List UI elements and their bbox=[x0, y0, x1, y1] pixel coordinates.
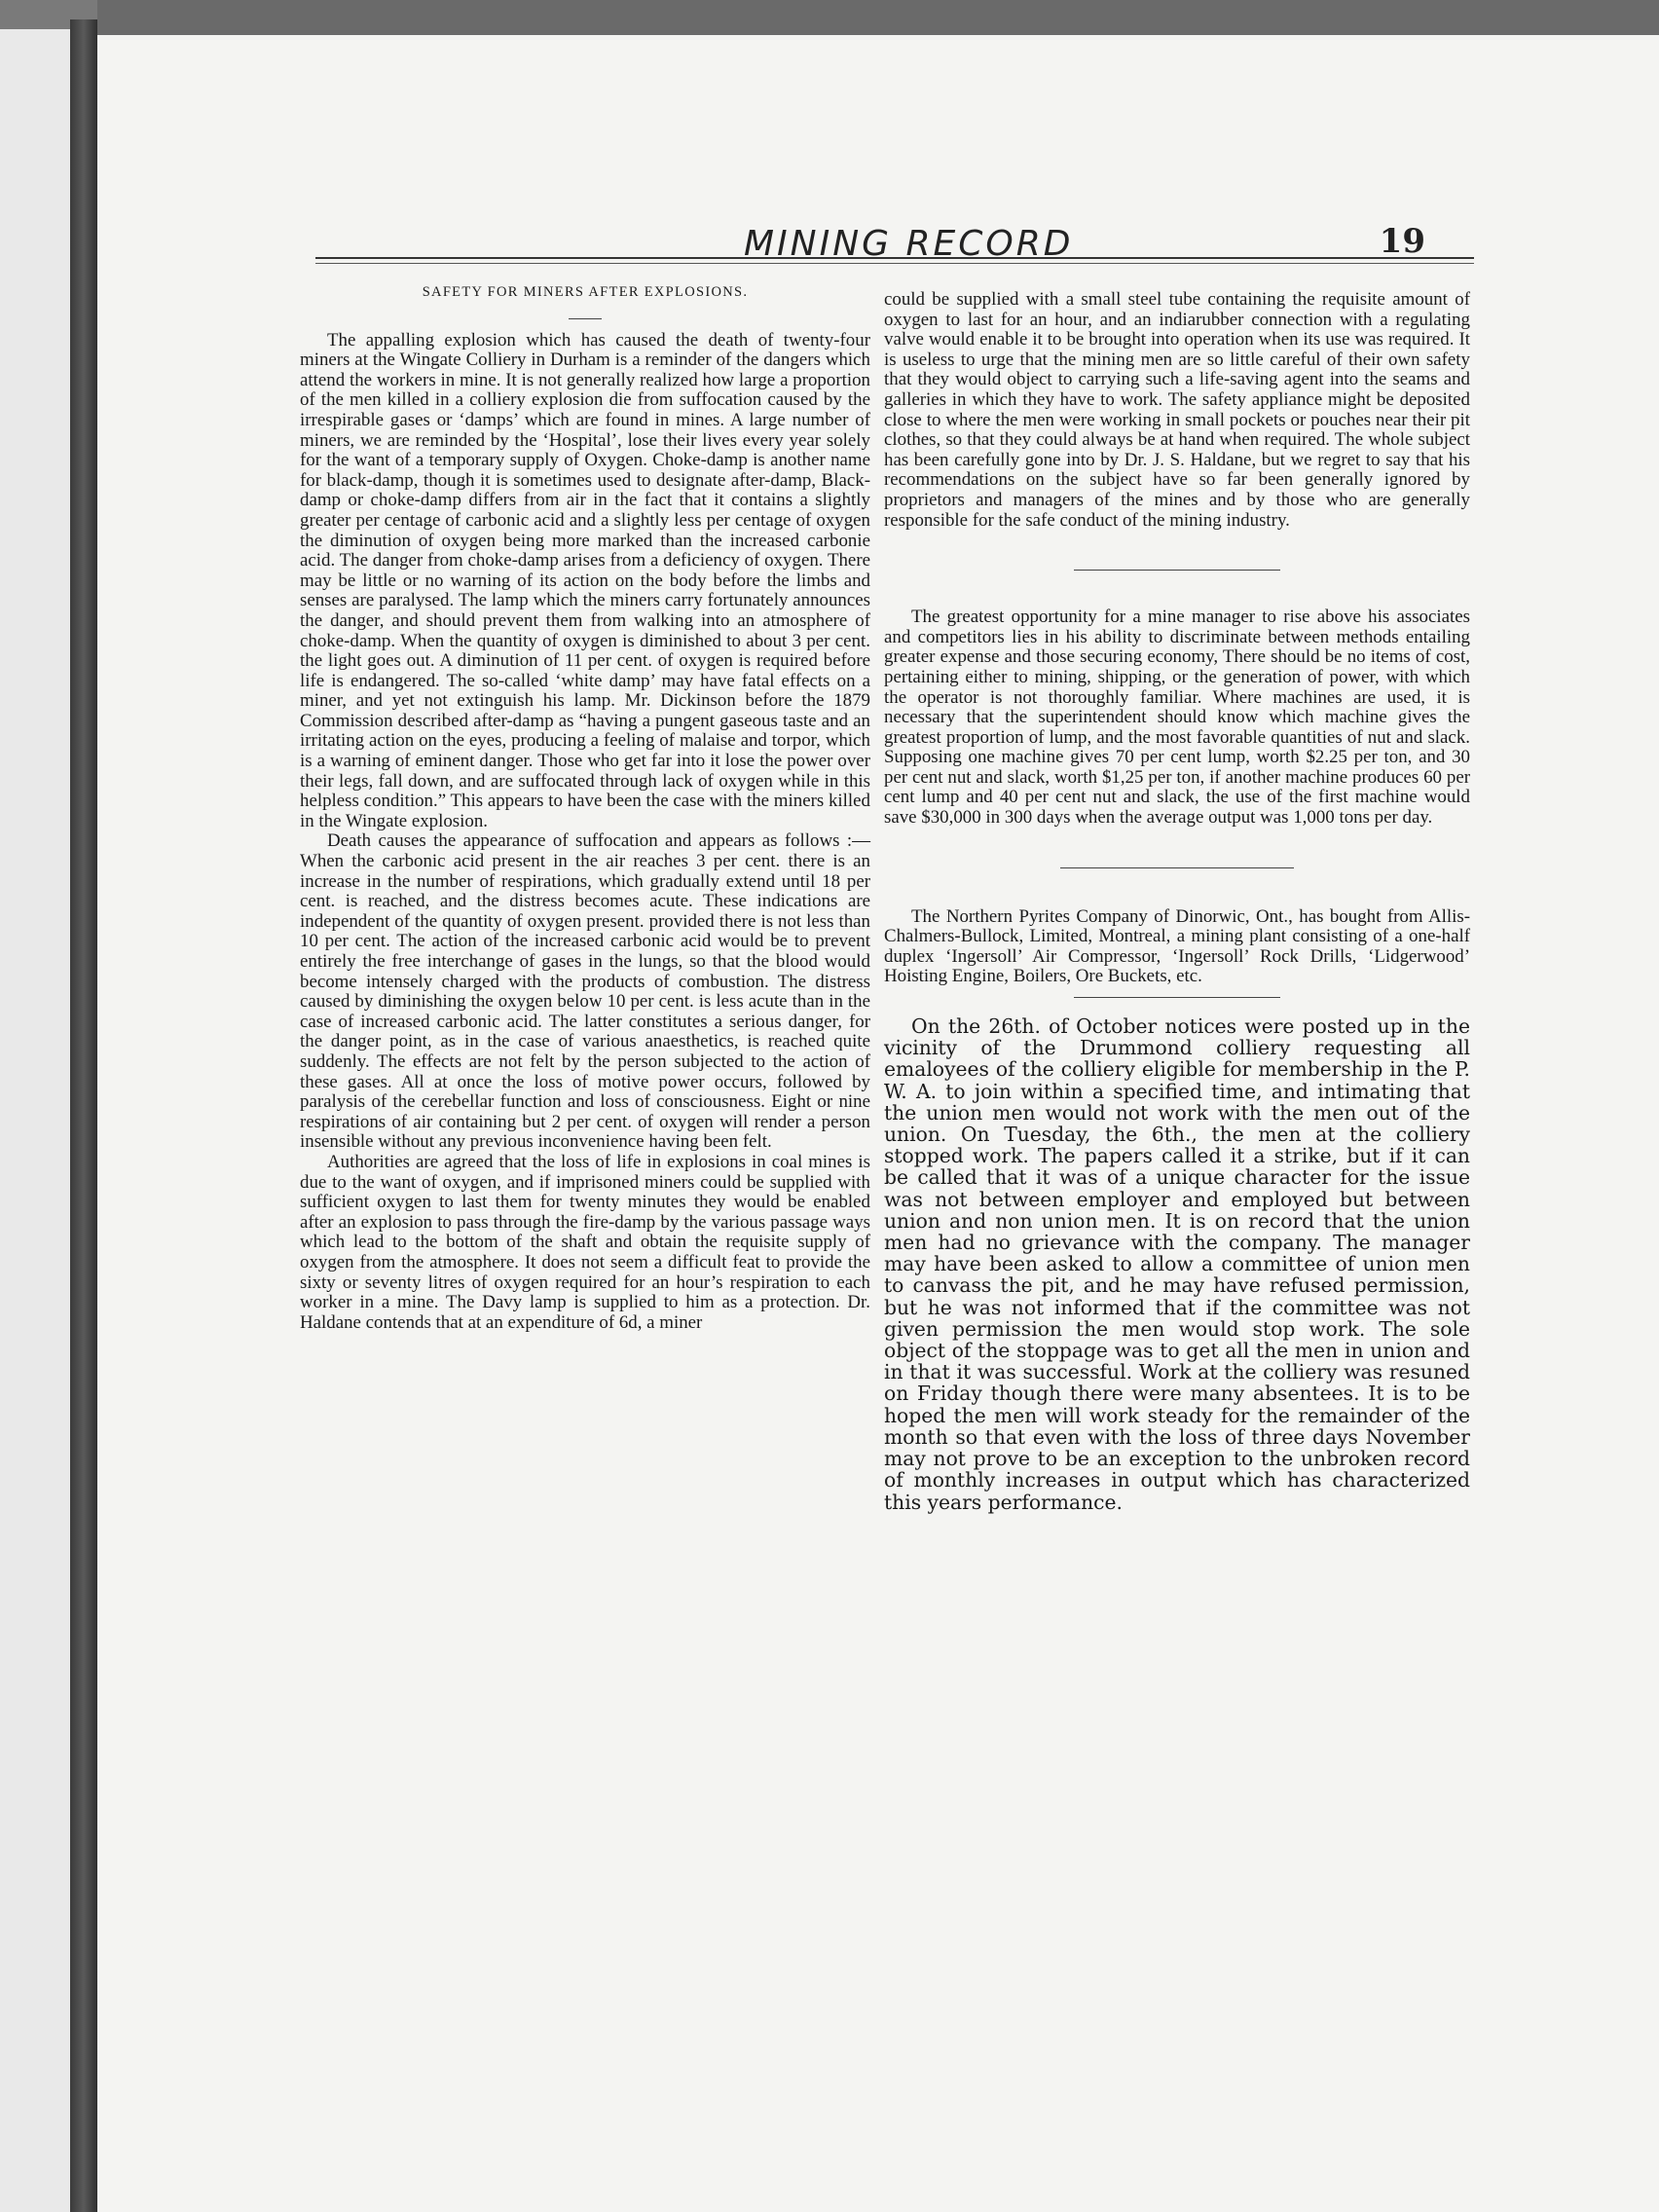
section-divider bbox=[1074, 570, 1280, 571]
book-spine bbox=[70, 19, 97, 2212]
page-number: 19 bbox=[1379, 222, 1425, 261]
article-heading: SAFETY FOR MINERS AFTER EXPLOSIONS. bbox=[422, 284, 749, 300]
header-rule-thin bbox=[315, 263, 1474, 264]
facing-page-edge bbox=[0, 29, 70, 2212]
scan-top-border bbox=[0, 0, 1659, 35]
right-column bbox=[884, 290, 1470, 1513]
left-column bbox=[300, 282, 870, 1333]
news-item-opportunity: The greatest opportunity for a mine manager to rise above his associates and competitors lies in his ability to discriminate between methods entailing greater expense and those securing economy, There should be no items of cost, pertaining either to mining, shipping, or the generation of power, with which the operator is not thoroughly familiar. Where machines are used, it is necessary that the superintendent should know which machine gives the greatest proportion of lump, and the most favorable quantities of nut and slack. Supposing one machine gives 70 per cent lump, worth $2.25 per ton, and 30 per cent nut and slack, worth $1,25 per ton, if another machine produces 60 per cent lump and 40 per cent nut and slack, the use of the first machine would save $30,000 in 300 days when the average output was 1,000 tons per day. bbox=[884, 607, 1470, 829]
publication-title: MINING RECORD bbox=[744, 224, 1074, 264]
header-rule bbox=[315, 257, 1474, 259]
section-divider bbox=[1060, 867, 1294, 868]
article-paragraph: Death causes the appearance of suffocation and appears as follows :—When the carbonic acid present in the air reaches 3 per cent. there is an increase in the number of respirations, which gradually extend until 18 per cent. is reached, and the distress becomes acute. These indications are independent of the quantity of oxygen present. provided there is not less than 10 per cent. The action of the increased carbonic acid would be to prevent entirely the free interchange of gases in the lungs, so that the blood would become intensely charged with the products of combustion. The distress caused by diminishing the oxygen below 10 per cent. is less acute than in the case of increased carbonic acid. The latter constitutes a serious danger, for the danger point, as in the case of various anaesthetics, is reached quite suddenly. The effects are not felt by the person subjected to the action of these gases. All at once the loss of motive power occurs, followed by paralysis of the cerebellar function and loss of consciousness. Eight or nine respirations of air containing but 2 per cent. of oxygen will render a person insensible without any previous inconvenience having been felt. bbox=[300, 830, 870, 1153]
news-item-strike: On the 26th. of October notices were posted up in the vicinity of the Drummond colliery requesting all emaloyees of the colliery eligible for membership in the P. W. A. to join within a specified time, and intimating that the union men would not work with the men out of the union. On Tuesday, the 6th., the men at the colliery stopped work. The papers called it a strike, but if it can be called that it was of a unique character for the issue was not between employer and employed but between union and non union men. It is on record that the union men had no grievance with the company. The manager may have been asked to allow a committee of union men to canvass the pit, and he may have refused permission, but he was not informed that if the committee was not given permission the men would stop work. The sole object of the stoppage was to get all the men in union and in that it was successful. Work at the colliery was resuned on Friday though there were many absentees. It is to be hoped the men will work steady for the remainder of the month so that even with the loss of three days November may not prove to be an exception to the unbroken record of monthly increases in output which has characterized this years performance. bbox=[884, 1014, 1470, 1514]
section-divider bbox=[1074, 997, 1280, 998]
article-paragraph-continued: could be supplied with a small steel tube containing the requisite amount of oxygen to last for an hour, and an indiarubber connection with a regulating valve would enable it to be brought into operation when its use was required. It is useless to urge that the mining men are so little careful of their own safety that they would object to carrying such a life-saving agent into the seams and galleries in which they have to work. The safety appliance might be deposited close to where the men were working in small pockets or pouches near their pit clothes, so that they could always be at hand when required. The whole subject has been carefully gone into by Dr. J. S. Haldane, but we regret to say that his recommendations on the subject have so far been generally ignored by proprietors and managers of the mines and by those who are generally responsible for the safe conduct of the mining industry. bbox=[884, 289, 1470, 531]
heading-rule bbox=[569, 318, 602, 319]
article-paragraph: Authorities are agreed that the loss of life in explosions in coal mines is due to the want of oxygen, and if imprisoned miners could be supplied with sufficient oxygen to last them for twenty minutes they would be enabled after an explosion to pass through the fire-damp by the various passage ways which lead to the bottom of the shaft and obtain the requisite supply of oxygen from the atmosphere. It does not seem a difficult feat to provide the sixty or seventy litres of oxygen required for an hour’s respiration to each worker in a mine. The Davy lamp is supplied to him as a protection. Dr. Haldane contends that at an expenditure of 6d, a miner bbox=[300, 1151, 870, 1333]
article-paragraph: The appalling explosion which has caused the death of twenty-four miners at the Wingate Colliery in Durham is a reminder of the dangers which attend the workers in mine. It is not generally realized how large a proportion of the men killed in a colliery explosion die from suffocation caused by the irrespirable gases or ‘damps’ which are found in mines. A large number of miners, we are reminded by the ‘Hospital’, lose their lives every year solely for the want of a temporary supply of Oxygen. Choke-damp is another name for black-damp, though it is sometimes used to designate after-damp, Black-damp or choke-damp differs from air in the fact that it contains a slightly greater per centage of carbonic acid and a slightly less per centage of oxygen the diminution of oxygen being more marked than the increased carbonie acid. The danger from choke-damp arises from a deficiency of oxygen. There may be little or no warning of its action on the body before the limbs and senses are paralysed. The lamp which the miners carry fortunately announces the danger, and should prevent them from walking into an atmosphere of choke-damp. When the quantity of oxygen is diminished to about 3 per cent. the light goes out. A diminution of 11 per cent. of oxygen is required before life is endangered. The so-called ‘white damp’ may have fatal effects on a miner, and yet not extinguish his lamp. Mr. Dickinson before the 1879 Commission described after-damp as “having a pungent gaseous taste and an irritating action on the eyes, producing a feeling of malaise and torpor, which is a warning of eminent danger. Those who get far into it lose the power over their legs, fall down, and are suffocated through lack of oxygen while in this helpless condition.” This appears to have been the case with the miners killed in the Wingate explosion. bbox=[300, 329, 870, 831]
news-item-pyrites: The Northern Pyrites Company of Dinorwic, Ont., has bought from Allis-Chalmers-Bullock, Limited, Montreal, a mining plant consisting of a one-half duplex ‘Ingersoll’ Air Compressor, ‘Ingersoll’ Rock Drills, ‘Lidgerwood’ Hoisting Engine, Boilers, Ore Buckets, etc. bbox=[884, 905, 1470, 987]
